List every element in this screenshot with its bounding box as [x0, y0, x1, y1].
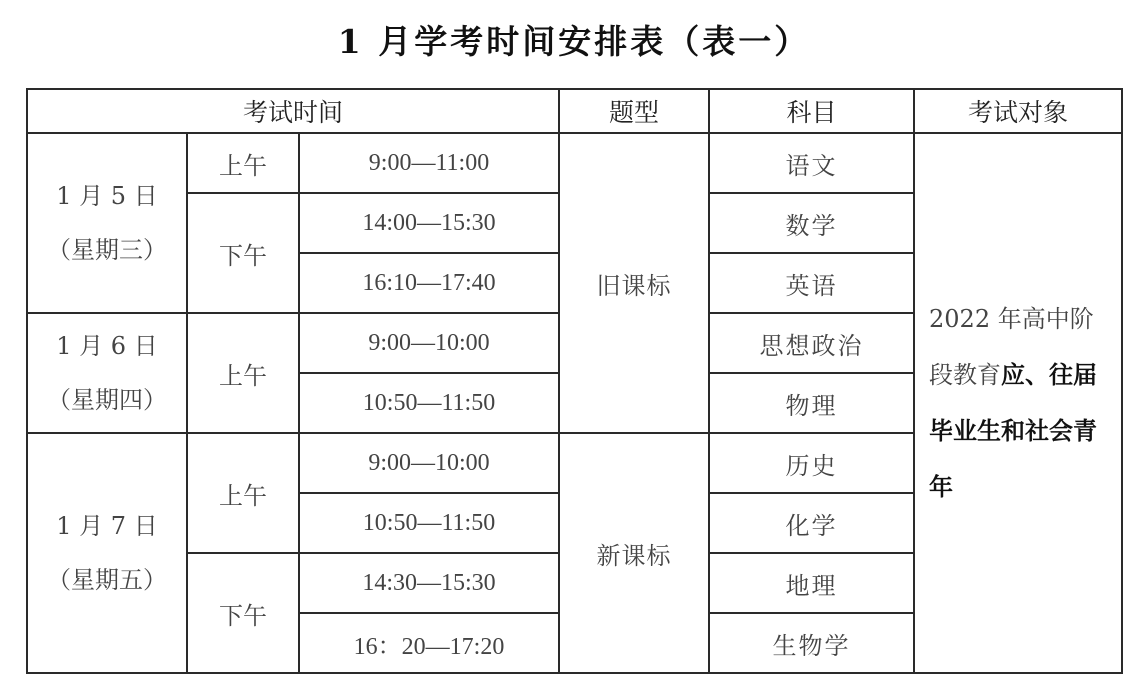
subject-cell: 生物学 [709, 613, 914, 673]
time-cell: 9:00—10:00 [299, 313, 559, 373]
time-cell: 9:00—11:00 [299, 133, 559, 193]
header-type: 题型 [559, 89, 709, 133]
date-label: 1 月 6 日 [56, 332, 158, 360]
target-emphasis: 应、往届毕业生和社会青年 [929, 361, 1098, 501]
header-exam-time: 考试时间 [27, 89, 559, 133]
time-cell: 9:00—10:00 [299, 433, 559, 493]
target-cell [914, 133, 1122, 673]
subject-cell: 物理 [709, 373, 914, 433]
period-cell: 下午 [187, 193, 299, 313]
target-prefix: 2022 年高中阶段教育 [929, 305, 1094, 389]
subject-cell: 地理 [709, 553, 914, 613]
subject-cell: 语文 [709, 133, 914, 193]
weekday-label: （星期四） [47, 386, 167, 414]
subject-cell: 数学 [709, 193, 914, 253]
period-cell: 下午 [187, 553, 299, 673]
time-cell: 14:00—15:30 [299, 193, 559, 253]
table-row [27, 133, 1122, 193]
header-subject: 科目 [709, 89, 914, 133]
date-cell-jan5 [27, 133, 187, 313]
subject-cell: 英语 [709, 253, 914, 313]
date-label: 1 月 7 日 [56, 512, 158, 540]
header-target: 考试对象 [914, 89, 1122, 133]
time-cell: 14:30—15:30 [299, 553, 559, 613]
period-cell: 上午 [187, 433, 299, 553]
date-cell-jan7 [27, 433, 187, 673]
time-cell: 10:50—11:50 [299, 373, 559, 433]
time-cell: 10:50—11:50 [299, 493, 559, 553]
period-cell: 上午 [187, 313, 299, 433]
subject-cell: 化学 [709, 493, 914, 553]
date-cell-jan6 [27, 313, 187, 433]
period-cell: 上午 [187, 133, 299, 193]
weekday-label: （星期三） [47, 236, 167, 264]
page-title: 1 月学考时间安排表（表一） [337, 22, 811, 61]
type-cell-old: 旧课标 [559, 133, 709, 433]
header-row [27, 89, 1122, 133]
date-label: 1 月 5 日 [56, 182, 158, 210]
time-cell: 16:10—17:40 [299, 253, 559, 313]
subject-cell: 历史 [709, 433, 914, 493]
weekday-label: （星期五） [47, 566, 167, 594]
exam-schedule-table [26, 88, 1123, 674]
time-cell: 16：20—17:20 [299, 613, 559, 673]
subject-cell: 思想政治 [709, 313, 914, 373]
type-cell-new: 新课标 [559, 433, 709, 673]
